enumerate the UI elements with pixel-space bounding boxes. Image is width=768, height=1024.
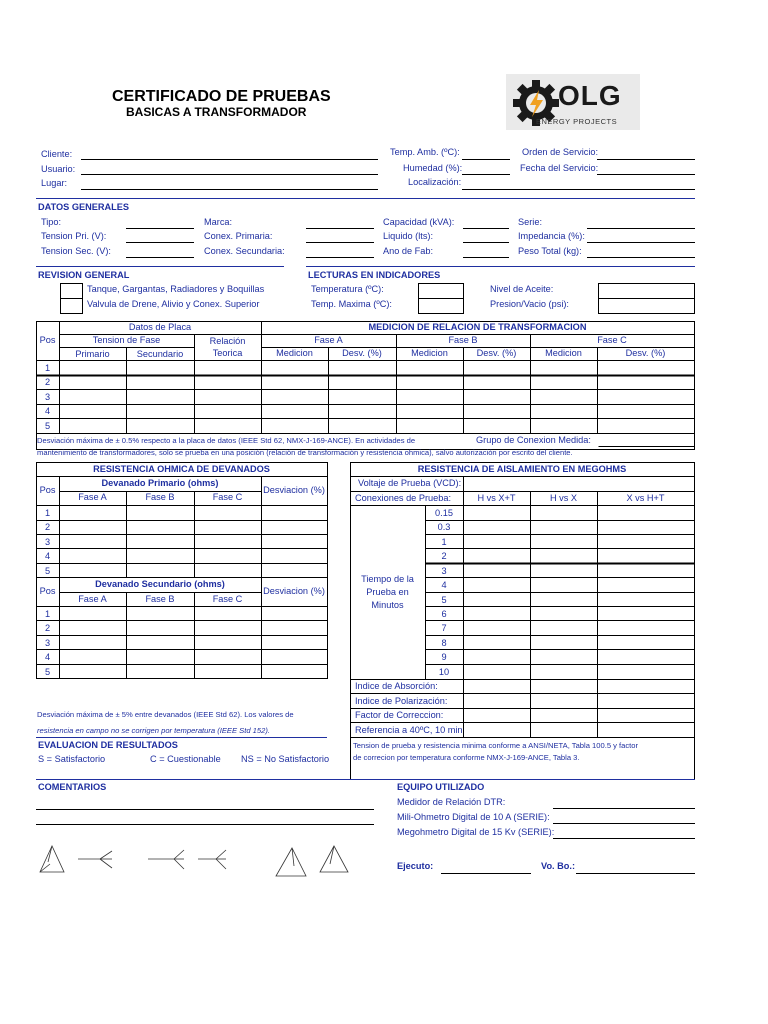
time-row-value: 1 [441, 537, 447, 547]
h-vs-x-header: H vs X [549, 493, 578, 503]
ratio-row-pos: 1 [44, 363, 51, 373]
conex-primaria-label: Conex. Primaria: [204, 231, 273, 241]
ano-fab-label: Ano de Fab: [383, 246, 434, 256]
ohm-pri-row-pos: 3 [44, 537, 51, 547]
humedad-label: Humedad (%): [403, 163, 463, 173]
devanado-secundario-header: Devanado Secundario (ohms) [95, 579, 225, 589]
ohm-pri-row-pos: 5 [44, 566, 51, 576]
aislamiento-title: RESISTENCIA DE AISLAMIENTO EN MEGOHMS [417, 464, 627, 474]
ratio-fase-c-header: Fase C [597, 335, 627, 345]
ratio-pos-header: Pos [39, 335, 56, 345]
time-row-value: 3 [441, 566, 447, 576]
aislamiento-note-1: Tension de prueba y resistencia minima conforme a ANSI/NETA, Tabla 100.5 y factor [353, 741, 639, 750]
ohm-sec-row-pos: 1 [44, 609, 51, 619]
aislamiento-note-2: de correcion por temperatura conforme NMX-J-169-ANCE, Tabla 3. [353, 753, 580, 762]
grupo-conexion-label: Grupo de Conexion Medida: [476, 435, 591, 445]
ohm-sec-row-pos: 4 [44, 652, 51, 662]
desv-b-header: Desv. (%) [476, 348, 517, 358]
datos-generales-heading: DATOS GENERALES [38, 202, 130, 212]
ratio-note-2: mantenimiento de transformadores, solo se prueba en una posición (relación de transformación y resistencia ohmica), salvo autorización por escrito del cliente. [37, 448, 573, 457]
ohm-sec-desviacion: Desviacion (%) [263, 586, 325, 596]
ohmica-note-1: Desviación máxima de ± 5% entre devanados (IEEE Std 62). Los valores de [37, 710, 294, 719]
revision-item-1: Tanque, Gargantas, Radiadores y Boquillas [87, 284, 265, 294]
comentarios-line-2[interactable] [36, 824, 374, 825]
ohm-pri-fase-b: Fase B [145, 492, 175, 502]
satisfactorio-legend: S = Satisfactorio [38, 754, 106, 764]
ohmica-pos-header-2: Pos [39, 586, 56, 596]
datos-placa-header: Datos de Placa [128, 322, 192, 332]
medicion-b-header: Medicion [411, 348, 448, 358]
referencia-label: Referencia a 40ºC, 10 min [355, 725, 463, 735]
time-row-value: 7 [441, 623, 447, 633]
ohm-pri-fase-c: Fase C [212, 492, 243, 502]
time-row-value: 10 [438, 667, 450, 677]
capacidad-label: Capacidad (kVA): [383, 217, 455, 227]
ohm-sec-fase-c: Fase C [212, 594, 243, 604]
indice-polarizacion-label: Indice de Polarización: [355, 696, 448, 706]
liquido-label: Liquido (lts): [383, 231, 434, 241]
time-row-value: 5 [441, 595, 447, 605]
time-row-value: 8 [441, 638, 447, 648]
tension-sec-label: Tension Sec. (V): [41, 246, 111, 256]
ohm-pri-desviacion: Desviacion (%) [263, 485, 325, 495]
time-row-value: 0.15 [435, 508, 453, 518]
relacion-teorica-header-1: Relación [209, 336, 246, 346]
tiempo-label-2: Prueba en [366, 587, 409, 597]
equipo-heading: EQUIPO UTILIZADO [397, 782, 485, 792]
comentarios-line-1[interactable] [36, 809, 374, 810]
devanado-primario-header: Devanado Primario (ohms) [101, 478, 219, 488]
time-row-value: 4 [441, 580, 447, 590]
medicion-a-header: Medicion [276, 348, 313, 358]
medicion-relacion-title: MEDICION DE RELACION DE TRANSFORMACION [368, 322, 587, 332]
comentarios-heading: COMENTARIOS [38, 782, 107, 792]
h-vs-xt-header: H vs X+T [477, 493, 516, 503]
x-vs-ht-header: X vs H+T [626, 493, 665, 503]
ohm-sec-fase-b: Fase B [145, 594, 175, 604]
vobo-label: Vo. Bo.: [541, 861, 576, 871]
usuario-label: Usuario: [41, 164, 76, 174]
ejecuto-label: Ejecuto: [397, 861, 434, 871]
voltaje-prueba-label: Voltaje de Prueba (VCD): [358, 478, 462, 488]
lugar-label: Lugar: [41, 178, 68, 188]
marca-label: Marca: [204, 217, 233, 227]
tension-pri-label: Tension Pri. (V): [41, 231, 107, 241]
ratio-row-pos: 5 [44, 421, 51, 431]
fecha-label: Fecha del Servicio: [520, 163, 599, 173]
evaluacion-heading: EVALUACION DE RESULTADOS [38, 740, 178, 750]
ohm-sec-row-pos: 5 [44, 667, 51, 677]
relacion-teorica-header-2: Teorica [212, 348, 243, 358]
ohmica-note-2: resistencia en campo no se corrigen por temperatura (IEEE Std 152). [37, 726, 270, 735]
ratio-fase-a-header: Fase A [314, 335, 343, 345]
tiempo-label-1: Tiempo de la [361, 574, 414, 584]
logo-text: OLG [558, 80, 622, 111]
medidor-dtr-label: Medidor de Relación DTR: [397, 797, 506, 807]
megohmetro-label: Megohmetro Digital de 15 Kv (SERIE): [397, 827, 555, 837]
certificate-subtitle: BASICAS A TRANSFORMADOR [126, 105, 307, 119]
certificate-title: CERTIFICADO DE PRUEBAS [112, 88, 331, 105]
conexiones-prueba-label: Conexiones de Prueba: [355, 493, 452, 503]
ratio-note-1: Desviación máxima de ± 0.5% respecto a la placa de datos (IEEE Std 62, NMX-J-169-ANCE). En actividades de [37, 436, 416, 445]
ohm-pri-row-pos: 4 [44, 551, 51, 561]
time-row-value: 9 [441, 652, 447, 662]
ohm-pri-fase-a: Fase A [78, 492, 107, 502]
time-row-value: 2 [441, 551, 447, 561]
indice-absorcion-label: Indice de Absorción: [355, 681, 438, 691]
presion-label: Presion/Vacio (psi): [490, 299, 569, 309]
logo-subtext: ENERGY PROJECTS [536, 117, 618, 126]
revision-item-2: Valvula de Drene, Alivio y Conex. Superior [87, 299, 260, 309]
lecturas-heading: LECTURAS EN INDICADORES [308, 270, 441, 280]
localizacion-label: Localización: [408, 177, 462, 187]
megohmetro-field[interactable] [553, 838, 695, 839]
conex-secundaria-label: Conex. Secundaria: [204, 246, 285, 256]
mili-ohmetro-field[interactable] [553, 823, 695, 824]
time-row-value: 0.3 [437, 522, 451, 532]
ohm-pri-row-pos: 1 [44, 508, 51, 518]
temperatura-label: Temperatura (ºC): [311, 284, 384, 294]
factor-correccion-label: Factor de Correccion: [355, 710, 444, 720]
ratio-row-pos: 4 [44, 406, 51, 416]
tipo-label: Tipo: [41, 217, 62, 227]
ratio-row-pos: 2 [44, 377, 51, 387]
nivel-aceite-label: Nivel de Aceite: [490, 284, 554, 294]
desv-a-header: Desv. (%) [342, 348, 382, 358]
serie-label: Serie: [518, 217, 543, 227]
cuestionable-legend: C = Cuestionable [150, 754, 221, 764]
ohm-sec-row-pos: 2 [44, 623, 51, 633]
secundario-header: Secundario [136, 349, 184, 359]
peso-total-label: Peso Total (kg): [518, 246, 582, 256]
orden-label: Orden de Servicio: [522, 147, 599, 157]
ohmica-title: RESISTENCIA OHMICA DE DEVANADOS [93, 464, 270, 474]
medicion-c-header: Medicion [545, 348, 582, 358]
vobo-field[interactable] [576, 873, 695, 874]
primario-header: Primario [75, 349, 110, 359]
ohmica-pos-header: Pos [39, 485, 56, 495]
tiempo-label-3: Minutos [371, 600, 404, 610]
impedancia-label: Impedancia (%): [518, 231, 585, 241]
mili-ohmetro-label: Mili-Ohmetro Digital de 10 A (SERIE): [397, 812, 550, 822]
ohm-sec-fase-a: Fase A [78, 594, 107, 604]
time-row-value: 6 [441, 609, 447, 619]
no-satisfactorio-legend: NS = No Satisfactorio [241, 754, 330, 764]
tension-fase-header: Tension de Fase [92, 335, 161, 345]
ejecuto-field[interactable] [441, 873, 531, 874]
ohm-pri-row-pos: 2 [44, 522, 51, 532]
temp-max-label: Temp. Maxima (ºC): [311, 299, 392, 309]
desv-c-header: Desv. (%) [625, 348, 666, 358]
temp-amb-label: Temp. Amb. (ºC): [390, 147, 460, 157]
revision-general-heading: REVISION GENERAL [38, 270, 130, 280]
ohm-sec-row-pos: 3 [44, 638, 51, 648]
connection-diagrams [36, 842, 376, 882]
ratio-row-pos: 3 [44, 392, 51, 402]
medidor-dtr-field[interactable] [553, 808, 695, 809]
ratio-fase-b-header: Fase B [448, 335, 478, 345]
cliente-label: Cliente: [41, 149, 73, 159]
